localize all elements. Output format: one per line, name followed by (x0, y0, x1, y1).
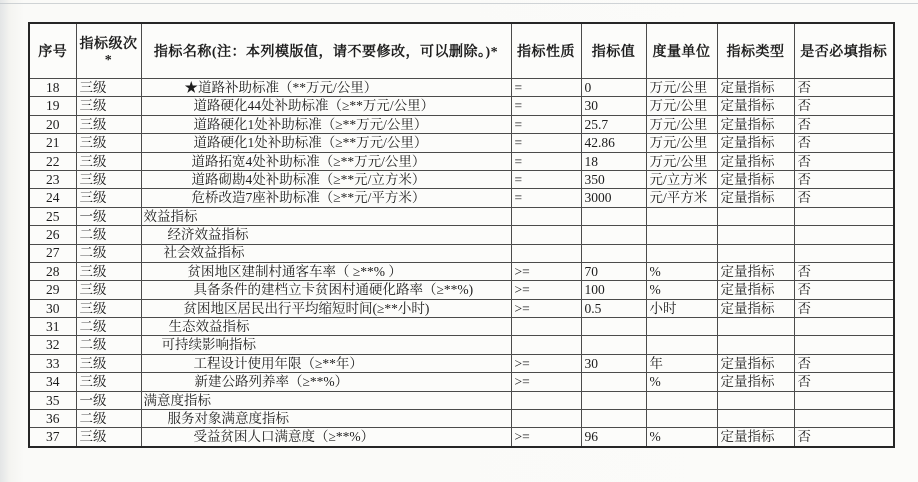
cell-unit: 万元/公里 (646, 115, 717, 133)
cell-num: 31 (29, 318, 76, 336)
cell-unit: % (646, 428, 717, 447)
cell-nature (511, 226, 581, 244)
cell-unit: 万元/公里 (646, 97, 717, 115)
cell-level: 二级 (76, 226, 141, 244)
indicator-table (28, 22, 895, 448)
cell-unit: % (646, 281, 717, 299)
cell-type: 定量指标 (717, 115, 794, 133)
cell-name: 受益贫困人口满意度（≥**%） (141, 428, 511, 447)
cell-type: 定量指标 (717, 428, 794, 447)
cell-name: 道路硬化1处补助标准（≥**万元/公里） (141, 134, 511, 152)
cell-value (581, 207, 646, 225)
table-row (29, 410, 894, 428)
cell-num: 26 (29, 226, 76, 244)
cell-value: 100 (581, 281, 646, 299)
cell-num: 24 (29, 189, 76, 207)
table-row (29, 262, 894, 280)
cell-name: ★道路补助标准（**万元/公里） (141, 79, 511, 97)
header-level: 指标级次* (76, 23, 141, 79)
cell-value (581, 391, 646, 409)
cell-num: 30 (29, 299, 76, 317)
cell-name: 生态效益指标 (141, 318, 511, 336)
cell-required: 否 (794, 262, 894, 280)
cell-name: 经济效益指标 (141, 226, 511, 244)
cell-nature: = (511, 134, 581, 152)
cell-nature: = (511, 97, 581, 115)
cell-value (581, 410, 646, 428)
cell-type (717, 336, 794, 354)
cell-level: 三级 (76, 79, 141, 97)
cell-nature: >= (511, 299, 581, 317)
cell-value: 30 (581, 354, 646, 372)
cell-name: 危桥改造7座补助标准（≥**元/平方米） (141, 189, 511, 207)
cell-num: 37 (29, 428, 76, 447)
cell-type: 定量指标 (717, 354, 794, 372)
table-row (29, 189, 894, 207)
cell-level: 一级 (76, 207, 141, 225)
cell-value: 0.5 (581, 299, 646, 317)
cell-name: 道路砌勘4处补助标准（≥**元/立方米） (141, 170, 511, 188)
cell-level: 三级 (76, 373, 141, 391)
cell-nature: = (511, 189, 581, 207)
cell-value (581, 336, 646, 354)
cell-value (581, 373, 646, 391)
cell-value (581, 226, 646, 244)
cell-value: 25.7 (581, 115, 646, 133)
cell-required (794, 391, 894, 409)
cell-unit: % (646, 373, 717, 391)
cell-required: 否 (794, 299, 894, 317)
cell-level: 二级 (76, 410, 141, 428)
cell-nature: >= (511, 373, 581, 391)
table-row (29, 318, 894, 336)
cell-nature: >= (511, 281, 581, 299)
cell-required (794, 226, 894, 244)
scan-artifact-line (0, 3, 918, 4)
cell-name: 道路硬化1处补助标准（≥**万元/公里） (141, 115, 511, 133)
cell-unit: % (646, 262, 717, 280)
table-row (29, 152, 894, 170)
table-row (29, 373, 894, 391)
cell-nature (511, 336, 581, 354)
cell-name: 贫困地区居民出行平均缩短时间(≥**小时) (141, 299, 511, 317)
table-row (29, 170, 894, 188)
cell-nature (511, 318, 581, 336)
cell-value: 18 (581, 152, 646, 170)
cell-nature (511, 410, 581, 428)
cell-unit (646, 226, 717, 244)
cell-nature: = (511, 115, 581, 133)
cell-level: 三级 (76, 134, 141, 152)
cell-num: 18 (29, 79, 76, 97)
table-row (29, 134, 894, 152)
header-row (29, 23, 894, 79)
cell-nature (511, 244, 581, 262)
cell-unit: 元/平方米 (646, 189, 717, 207)
cell-unit: 小时 (646, 299, 717, 317)
table-row (29, 354, 894, 372)
cell-num: 29 (29, 281, 76, 299)
cell-type: 定量指标 (717, 189, 794, 207)
cell-type: 定量指标 (717, 79, 794, 97)
cell-unit (646, 207, 717, 225)
cell-num: 33 (29, 354, 76, 372)
cell-type: 定量指标 (717, 299, 794, 317)
cell-value: 350 (581, 170, 646, 188)
cell-required: 否 (794, 134, 894, 152)
cell-level: 三级 (76, 97, 141, 115)
cell-unit (646, 336, 717, 354)
cell-name: 具备条件的建档立卡贫困村通硬化路率（≥**%) (141, 281, 511, 299)
cell-required: 否 (794, 354, 894, 372)
cell-type: 定量指标 (717, 97, 794, 115)
cell-num: 19 (29, 97, 76, 115)
cell-required: 否 (794, 189, 894, 207)
cell-value (581, 318, 646, 336)
cell-type: 定量指标 (717, 134, 794, 152)
table-row (29, 207, 894, 225)
cell-nature: >= (511, 354, 581, 372)
cell-num: 21 (29, 134, 76, 152)
cell-level: 三级 (76, 262, 141, 280)
cell-unit: 年 (646, 354, 717, 372)
cell-name: 服务对象满意度指标 (141, 410, 511, 428)
cell-required (794, 318, 894, 336)
cell-nature: = (511, 79, 581, 97)
cell-value: 0 (581, 79, 646, 97)
table-row (29, 226, 894, 244)
cell-unit: 元/立方米 (646, 170, 717, 188)
table-row (29, 244, 894, 262)
cell-type (717, 244, 794, 262)
cell-num: 27 (29, 244, 76, 262)
cell-num: 35 (29, 391, 76, 409)
cell-num: 28 (29, 262, 76, 280)
table-body (29, 79, 894, 447)
cell-unit (646, 244, 717, 262)
cell-level: 三级 (76, 281, 141, 299)
cell-level: 一级 (76, 391, 141, 409)
cell-required: 否 (794, 170, 894, 188)
cell-value: 30 (581, 97, 646, 115)
cell-name: 社会效益指标 (141, 244, 511, 262)
table-row (29, 115, 894, 133)
cell-num: 20 (29, 115, 76, 133)
cell-type: 定量指标 (717, 281, 794, 299)
cell-level: 二级 (76, 336, 141, 354)
cell-unit: 万元/公里 (646, 152, 717, 170)
cell-name: 道路拓宽4处补助标准（≥**万元/公里） (141, 152, 511, 170)
cell-type (717, 391, 794, 409)
cell-nature: >= (511, 262, 581, 280)
cell-type (717, 318, 794, 336)
cell-required: 否 (794, 281, 894, 299)
cell-required: 否 (794, 79, 894, 97)
cell-level: 三级 (76, 189, 141, 207)
cell-type (717, 207, 794, 225)
table-row (29, 299, 894, 317)
cell-nature (511, 207, 581, 225)
cell-value: 96 (581, 428, 646, 447)
header-type: 指标类型 (717, 23, 794, 79)
cell-unit (646, 410, 717, 428)
cell-name: 新建公路列养率（≥**%） (141, 373, 511, 391)
cell-name: 可持续影响指标 (141, 336, 511, 354)
cell-unit (646, 318, 717, 336)
table-row (29, 79, 894, 97)
cell-name: 贫困地区建制村通客车率（ ≥**% ） (141, 262, 511, 280)
cell-required (794, 244, 894, 262)
cell-type: 定量指标 (717, 152, 794, 170)
header-num: 序号 (29, 23, 76, 79)
cell-required: 否 (794, 115, 894, 133)
cell-type (717, 226, 794, 244)
table-row (29, 336, 894, 354)
cell-value: 3000 (581, 189, 646, 207)
table-row (29, 391, 894, 409)
cell-value: 42.86 (581, 134, 646, 152)
cell-type: 定量指标 (717, 262, 794, 280)
cell-required: 否 (794, 428, 894, 447)
cell-level: 三级 (76, 428, 141, 447)
cell-required (794, 410, 894, 428)
header-required: 是否必填指标 (794, 23, 894, 79)
cell-required (794, 336, 894, 354)
cell-unit: 万元/公里 (646, 79, 717, 97)
table-row (29, 428, 894, 447)
header-name: 指标名称(注：本列模版值，请不要修改，可以删除。)* (141, 23, 511, 79)
cell-required: 否 (794, 373, 894, 391)
header-value: 指标值 (581, 23, 646, 79)
table-row (29, 97, 894, 115)
cell-value (581, 244, 646, 262)
cell-level: 二级 (76, 244, 141, 262)
cell-required: 否 (794, 97, 894, 115)
cell-type (717, 410, 794, 428)
cell-num: 32 (29, 336, 76, 354)
cell-type: 定量指标 (717, 373, 794, 391)
cell-name: 效益指标 (141, 207, 511, 225)
cell-level: 三级 (76, 152, 141, 170)
cell-nature: = (511, 170, 581, 188)
cell-nature (511, 391, 581, 409)
cell-num: 36 (29, 410, 76, 428)
cell-level: 二级 (76, 318, 141, 336)
cell-name: 道路硬化44处补助标准（≥**万元/公里） (141, 97, 511, 115)
cell-level: 三级 (76, 299, 141, 317)
cell-required: 否 (794, 152, 894, 170)
header-unit: 度量单位 (646, 23, 717, 79)
cell-num: 22 (29, 152, 76, 170)
header-nature: 指标性质 (511, 23, 581, 79)
cell-unit (646, 391, 717, 409)
cell-unit: 万元/公里 (646, 134, 717, 152)
cell-num: 25 (29, 207, 76, 225)
indicator-table-wrapper (28, 22, 895, 448)
cell-name: 工程设计使用年限（≥**年） (141, 354, 511, 372)
cell-nature: = (511, 152, 581, 170)
cell-level: 三级 (76, 354, 141, 372)
table-row (29, 281, 894, 299)
cell-num: 34 (29, 373, 76, 391)
cell-value: 70 (581, 262, 646, 280)
cell-name: 满意度指标 (141, 391, 511, 409)
cell-nature: >= (511, 428, 581, 447)
cell-num: 23 (29, 170, 76, 188)
cell-type: 定量指标 (717, 170, 794, 188)
cell-required (794, 207, 894, 225)
cell-level: 三级 (76, 170, 141, 188)
cell-level: 三级 (76, 115, 141, 133)
